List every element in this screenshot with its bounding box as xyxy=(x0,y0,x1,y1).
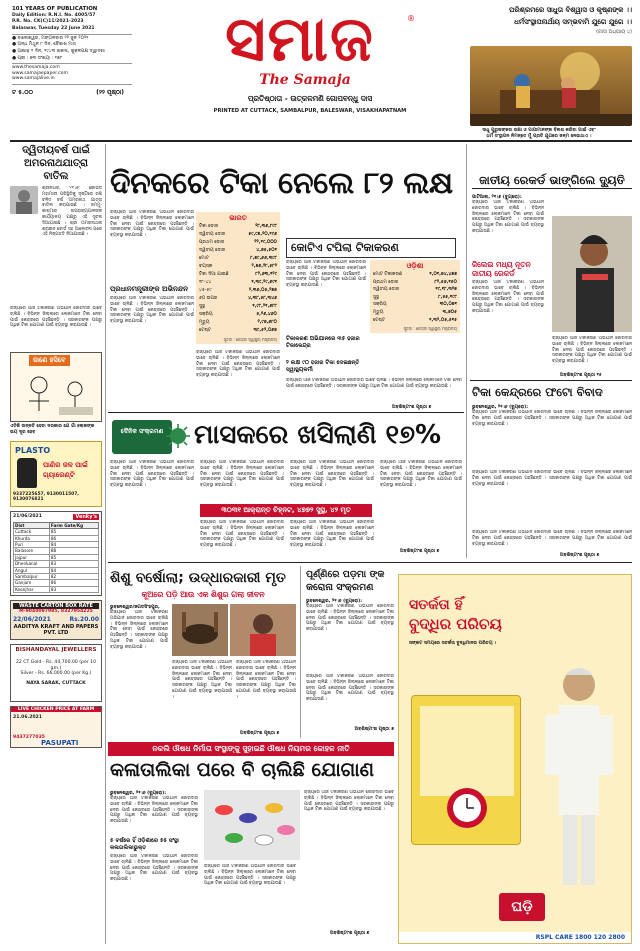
photo-dispute-para2: ରାଜ୍ୟରେ ଆଜି ଟିକାକରଣ ଅଭିଯାନ ଜୋରଦାର ଭାବେ ଚାଲିଛି । ବିଭିନ୍ନ ଜିଲ୍ଲାରେ ଲୋକମାନେ ଟିକା ନେବା ପାଇଁ କେନ୍ଦ୍ରରେ ପହଞ୍ଚିଛନ୍ତି । ସରକାରଙ୍କ ପକ୍ଷରୁ ଅଧିକ ଟିକା ଯୋଗାଣ ପାଇଁ ବ୍ୟବସ୍ଥା କରାଯାଉଛି । xyxy=(472,470,632,487)
bharat-row xyxy=(199,239,277,247)
chicken-title: LIVE CHICKEN PRICE AT FARM xyxy=(11,707,101,712)
masthead-logo xyxy=(185,4,435,124)
cartoon-drawing xyxy=(15,367,99,419)
well-photo xyxy=(172,604,228,656)
bharat-row-value: ୩୯,୫୨,୦୬୭ xyxy=(253,328,277,333)
bharat-row-label: ୬୦ ଉପର xyxy=(199,296,218,301)
vaccine-para1: ରାଜ୍ୟରେ ଆଜି ଟିକାକରଣ ଅଭିଯାନ ଜୋରଦାର ଭାବେ ଚାଲିଛି । ବିଭିନ୍ନ ଜିଲ୍ଲାରେ ଲୋକମାନେ ଟିକା ନେବା ପାଇଁ କେନ୍ଦ୍ରରେ ପହଞ୍ଚିଛନ୍ତି । ସରକାରଙ୍କ ପକ୍ଷରୁ ଅଧିକ ଟିକା ଯୋଗାଣ ପାଇଁ ବ୍ୟବସ୍ଥା କରାଯାଉଛି । xyxy=(110,210,194,239)
founder-line: ପ୍ରତିଷ୍ଠାତା - ଉତ୍କଳମଣି ଗୋପବନ୍ଧୁ ଦାସ xyxy=(247,94,373,103)
bharat-row-value: ୨୨,୧୯,୦୦୦ xyxy=(254,240,277,245)
waste-carton-ad xyxy=(10,600,102,640)
dyuti-photo xyxy=(552,216,632,332)
bharat-row-label: ଟିକା ଡୋଜ xyxy=(199,224,219,229)
price: ଟ ୫.୦୦ xyxy=(12,88,33,96)
market-table xyxy=(13,522,99,593)
jewel-addr: NAYA SARAK, CUTTACK xyxy=(26,680,86,686)
child-headline: ଶିଶୁ ବର୍ଷୋଲା; ଉଦ୍ଧାରକାରୀ ମୃତ xyxy=(110,570,286,586)
bharat-data-box xyxy=(196,212,280,344)
bharat-row-value: ୨,୭୬,୨୮,୫୮୨ xyxy=(251,264,277,269)
vaccine-story-text xyxy=(110,210,194,406)
market-cell: 86 xyxy=(49,535,98,541)
ghadi-brand: ଘଡ଼ି xyxy=(499,893,545,921)
market-cell: Keonjhar xyxy=(14,586,50,592)
website-link[interactable]: www.thesamaja.com xyxy=(12,65,60,71)
odisha-row xyxy=(373,271,457,279)
bharat-row xyxy=(199,303,277,311)
bharat-row xyxy=(199,327,277,335)
bharat-row-label: ପ୍ରଥମ ଡୋଜ xyxy=(199,240,225,245)
daily-edition: Daily Edition: R.N.I. No. 4005/57 xyxy=(12,13,96,18)
website-link[interactable]: www.samajaepaper.com xyxy=(12,70,68,76)
child-para1: ରାଜ୍ୟରେ ଆଜି ଟିକାକରଣ ଅଭିଯାନ ଜୋରଦାର ଭାବେ ଚାଲିଛି । ବିଭିନ୍ନ ଜିଲ୍ଲାରେ ଲୋକମାନେ ଟିକା ନେବା ପାଇଁ କେନ୍ଦ୍ରରେ ପହଞ୍ଚିଛନ୍ତି । ସରକାରଙ୍କ ପକ୍ଷରୁ ଅଧିକ ଟିକା ଯୋଗାଣ ପାଇଁ ବ୍ୟବସ୍ଥା କରାଯାଉଛି । xyxy=(110,610,168,650)
bharat-row-value: ୧,୯୮,୨୧,୬୮୮ xyxy=(252,304,277,309)
market-cell: Sambalpur xyxy=(14,574,50,580)
mask-para1: ରାଜ୍ୟରେ ଆଜି ଟିକାକରଣ ଅଭିଯାନ ଜୋରଦାର ଭାବେ ଚାଲିଛି । ବିଭିନ୍ନ ଜିଲ୍ଲାରେ ଲୋକମାନେ ଟିକା ନେବା ପାଇଁ କେନ୍ଦ୍ରରେ ପହଞ୍ଚିଛନ୍ତି । ସରକାରଙ୍କ ପକ୍ଷରୁ ଅଧିକ ଟିକା ଯୋଗାଣ ପାଇଁ ବ୍ୟବସ୍ଥା କରାଯାଉଛି । xyxy=(110,460,194,489)
daily-tag-text: ଦୈନିକ ସଂକ୍ରମଣ xyxy=(120,428,164,435)
caption-line1: ସାଧୁ ପୁରୁଷଙ୍କର ରକ୍ଷା ଓ ପାପୀମାନଙ୍କ ବିନାଶ କରିବା ପାଇଁ ଏବଂ xyxy=(482,128,596,133)
market-cell: 83 xyxy=(49,561,98,567)
bharat-row-value: ୨,୩୬,୦୫,୨୭୭ xyxy=(248,288,277,293)
market-cell: Ganjam xyxy=(14,580,50,586)
vaccine-para2: ରାଜ୍ୟରେ ଆଜି ଟିକାକରଣ ଅଭିଯାନ ଜୋରଦାର ଭାବେ ଚାଲିଛି । ବିଭିନ୍ନ ଜିଲ୍ଲାରେ ଲୋକମାନେ ଟିକା ନେବା ପାଇଁ କେନ୍ଦ୍ରରେ ପହଞ୍ଚିଛନ୍ତି । ସରକାରଙ୍କ ପକ୍ଷରୁ ଅଧିକ ଟିକା ଯୋଗାଣ ପାଇଁ ବ୍ୟବସ୍ଥା କରାଯାଉଛି । xyxy=(110,296,194,325)
bharat-row-value: ୨୮,୩୬,୮୯୮ xyxy=(255,224,277,229)
market-row xyxy=(14,586,99,592)
bharat-row xyxy=(199,263,277,271)
photo-dispute-continue[interactable]: ଅବଶିଷ୍ଟାଂଶ ପୃଷ୍ଠା ୭ xyxy=(560,553,600,558)
market-cell: 88 xyxy=(49,548,98,554)
chicken-brand: PASUPATI xyxy=(41,739,79,748)
dyuti-para2: ରାଜ୍ୟରେ ଆଜି ଟିକାକରଣ ଅଭିଯାନ ଜୋରଦାର ଭାବେ ଚାଲିଛି । ବିଭିନ୍ନ ଜିଲ୍ଲାରେ ଲୋକମାନେ ଟିକା ନେବା ପାଇଁ କେନ୍ଦ୍ରରେ ପହଞ୍ଚିଛନ୍ତି । ସରକାରଙ୍କ ପକ୍ଷରୁ ଅଧିକ ଟିକା ଯୋଗାଣ ପାଇଁ ବ୍ୟବସ୍ଥା କରାଯାଉଛି । xyxy=(472,280,544,314)
fungus-dateline: ଭୁବନେଶ୍ୱର, ୨୧।୬ (ବ୍ୟୁରୋ): xyxy=(306,599,363,604)
amarnath-text: ଶ୍ରୀନଗର, ୨୧।୬: କୋଭିଡ ମହାମାରୀ ପରିସ୍ଥିତିକୁ ଦୃଷ୍ଟିରେ ରଖି ଚଳିତ ବର୍ଷ ଅମରନାଥ ଯାତ୍ରା ବାତିଲ କରାଯାଇଛି । ଜମ୍ମୁ-କାଶ୍ମୀର ଉପରାଜ୍ୟପାଳଙ୍କ କାର୍ଯ୍ୟାଳୟ ପକ୍ଷରୁ ଏହି ସୂଚନା ଦିଆଯାଇଛି । ଶ୍ରୀ ଅମରନାଥଜୀ ଶ୍ରାଇନ ବୋର୍ଡ ସହ ଆଲୋଚନା ପରେ ଏହି ନିଷ୍ପତ୍ତି ନିଆଯାଇଛି । xyxy=(42,186,102,238)
quote-line2: ଧର୍ମସଂସ୍ଥାପନାର୍ଥାୟ ସମ୍ଭବାମି ଯୁଗେ ଯୁଗେ ।। xyxy=(514,18,632,26)
mask-strip: ୩୦୩୧ ଆକ୍ରାନ୍ତ ଚିହ୍ନଟ, ୪୭୭୨ ସୁସ୍ଥ, ୪୨ ମୃତ xyxy=(200,504,372,517)
bottom-para1: ରାଜ୍ୟରେ ଆଜି ଟିକାକରଣ ଅଭିଯାନ ଜୋରଦାର ଭାବେ ଚାଲିଛି । ବିଭିନ୍ନ ଜିଲ୍ଲାରେ ଲୋକମାନେ ଟିକା ନେବା ପାଇଁ କେନ୍ଦ୍ରରେ ପହଞ୍ଚିଛନ୍ତି । ସରକାରଙ୍କ ପକ୍ଷରୁ ଅଧିକ ଟିକା ଯୋଗାଣ ପାଇଁ ବ୍ୟବସ୍ଥା କରାଯାଉଛି । xyxy=(110,796,198,825)
odia-date-line: ● ବାଲେଶ୍ୱର, ମଙ୍ଗଳବାର ୨୨ ଜୁନ ୨୦୨୧ xyxy=(12,35,89,41)
bharat-row xyxy=(199,295,277,303)
bharat-row-value: ୫୯,୯୭,୨୦,୧୯୬ xyxy=(248,232,277,237)
market-cell: 85 xyxy=(49,554,98,560)
title-odia: ସମାଜ xyxy=(225,2,375,75)
bharat-row-label: ମୋଟ xyxy=(199,256,209,261)
krishna-illustration xyxy=(470,46,632,126)
ghadi-ad[interactable] xyxy=(398,574,632,944)
market-col-header: Farm Gate/Kg xyxy=(49,523,98,529)
market-col-header: Dist xyxy=(14,523,50,529)
odisha-row-label: ଟେଷ୍ଟ xyxy=(373,317,386,323)
bottom-subhead: ୫ ବର୍ଷରେ ହିଁ ଓଡ଼ିଶାରେ ୫୫ ସଂସ୍ଥା କଳାତାଲିକାଭୁକ୍ତ xyxy=(110,838,179,851)
dyuti-para1: ରାଜ୍ୟରେ ଆଜି ଟିକାକରଣ ଅଭିଯାନ ଜୋରଦାର ଭାବେ ଚାଲିଛି । ବିଭିନ୍ନ ଜିଲ୍ଲାରେ ଲୋକମାନେ ଟିକା ନେବା ପାଇଁ କେନ୍ଦ୍ରରେ ପହଞ୍ଚିଛନ୍ତି । ସରକାରଙ୍କ ପକ୍ଷରୁ ଅଧିକ ଟିକା ଯୋଗାଣ ପାଇଁ ବ୍ୟବସ୍ଥା କରାଯାଉଛି । xyxy=(472,200,544,234)
odisha-row-label: ପ୍ରଥମ ଡୋଜ xyxy=(373,279,399,285)
odisha-row-value: ୧୯,୧୮,୩୨୭ xyxy=(435,287,457,293)
odia-date-line: ● ଆଷାଢ଼ ୧ ଦିନ, ୧୯୪୩ ଶକାବ୍ଦ, ଶୁକ୍ଳପକ୍ଷ ଦ୍ୱାଦଶୀ xyxy=(12,48,105,54)
waste-rate: Rs.20.00 xyxy=(69,615,99,623)
vaccine-bottom-text2: ରାଜ୍ୟରେ ଆଜି ଟିକାକରଣ ଅଭିଯାନ ଜୋରଦାର ଭାବେ ଚାଲିଛି । ବିଭିନ୍ନ ଜିଲ୍ଲାରେ ଲୋକମାନେ ଟିକା ନେବା ପାଇଁ କେନ୍ଦ୍ରରେ ପହଞ୍ଚିଛନ୍ତି । ସରକାରଙ୍କ ପକ୍ଷରୁ ଅଧିକ ଟିକା ଯୋଗାଣ ପାଇଁ ବ୍ୟବସ୍ଥା କରାଯାଉଛି । xyxy=(286,378,462,389)
amitabh-figure xyxy=(529,655,629,895)
bharat-row-label: ଟେଷ୍ଟ xyxy=(199,328,212,333)
left-column xyxy=(10,144,102,944)
bottom-continue[interactable]: ଅବଶିଷ୍ଟାଂଶ ପୃଷ୍ଠା ୭ xyxy=(330,931,370,936)
market-cell: Puri xyxy=(14,542,50,548)
bharat-row xyxy=(199,223,277,231)
amarnath-photo xyxy=(10,186,38,214)
fungus-para1: ରାଜ୍ୟରେ ଆଜି ଟିକାକରଣ ଅଭିଯାନ ଜୋରଦାର ଭାବେ ଚାଲିଛି । ବିଭିନ୍ନ ଜିଲ୍ଲାରେ ଲୋକମାନେ ଟିକା ନେବା ପାଇଁ କେନ୍ଦ୍ରରେ ପହଞ୍ଚିଛନ୍ତି । ସରକାରଙ୍କ ପକ୍ଷରୁ ଅଧିକ ଟିକା ଯୋଗାଣ ପାଇଁ ବ୍ୟବସ୍ଥା କରାଯାଉଛି । xyxy=(306,604,394,633)
odia-date-line: ● ପ୍ରୀ : ୭୩ ସଂଖ୍ୟା : ୧୭୮ xyxy=(12,55,63,61)
main-headline: ଦିନକରେ ଟିକା ନେଲେ ୮୨ ଲକ୍ଷ xyxy=(110,166,453,201)
mask-para4: ରାଜ୍ୟରେ ଆଜି ଟିକାକରଣ ଅଭିଯାନ ଜୋରଦାର ଭାବେ ଚାଲିଛି । ବିଭିନ୍ନ ଜିଲ୍ଲାରେ ଲୋକମାନେ ଟିକା ନେବା ପାଇଁ କେନ୍ଦ୍ରରେ ପହଞ୍ଚିଛନ୍ତି । ସରକାରଙ୍କ ପକ୍ଷରୁ ଅଧିକ ଟିକା ଯୋଗାଣ ପାଇଁ ବ୍ୟବସ୍ଥା କରାଯାଉଛି । xyxy=(290,460,374,489)
top-right-caption xyxy=(444,128,634,139)
bharat-row xyxy=(199,255,277,263)
market-cell: Khurda xyxy=(14,535,50,541)
ghadi-pack xyxy=(411,695,521,845)
plasto-text: ପାଣିର ଜଳ ପାଇଁ ଗ୍ୟାରେଣ୍ଟି xyxy=(43,461,88,480)
pills-photo xyxy=(204,790,300,860)
bharat-row-label: ୧୮-୪୪ xyxy=(199,280,212,285)
bharat-rows xyxy=(199,223,277,335)
amarnath-headline: ଦ୍ୱିତୀୟବର୍ଷ ପାଇଁ ଅମରନାଥଯାତ୍ରା ବାତିଲ xyxy=(22,145,90,182)
bharat-row-value: ୪,୩୮,୫୮,୩୪୬ xyxy=(248,296,277,301)
bharat-row-label: ସକ୍ରିୟ xyxy=(199,312,213,317)
covid-daily-tag xyxy=(112,420,172,454)
bharat-row-value: ୨,୯୭,୬୮୦ xyxy=(257,320,277,325)
vaccine-continue[interactable]: ଅବଶିଷ୍ଟାଂଶ ପୃଷ୍ଠା ୭ xyxy=(392,405,432,410)
ghadi-body: ସଙ୍କଟ ସମୟରେ ସତର୍କତା ବୁଦ୍ଧିମାନର ପରିଚୟ । xyxy=(409,641,497,646)
jewel-silver: Silver - Rs. 66,000.00 (per Kg.) xyxy=(20,671,92,677)
market-cell: 84 xyxy=(49,542,98,548)
registered-mark: ® xyxy=(407,14,415,23)
bharat-row-label: ଟିକା ଦିଆ ଯାଇଛି xyxy=(199,272,229,277)
mask-continue[interactable]: ଅବଶିଷ୍ଟାଂଶ ପୃଷ୍ଠା ୭ xyxy=(400,549,440,554)
dyuti-dateline: ପାଟିଆଲା, ୨୧।୬ (ବ୍ୟୁରୋ): xyxy=(472,195,522,200)
amarnath-text-cont: ରାଜ୍ୟରେ ଆଜି ଟିକାକରଣ ଅଭିଯାନ ଜୋରଦାର ଭାବେ ଚାଲିଛି । ବିଭିନ୍ନ ଜିଲ୍ଲାରେ ଲୋକମାନେ ଟିକା ନେବା ପାଇଁ କେନ୍ଦ୍ରରେ ପହଞ୍ଚିଛନ୍ତି । ସରକାରଙ୍କ ପକ୍ଷରୁ ଅଧିକ ଟିକା ଯୋଗାଣ ପାଇଁ ବ୍ୟବସ୍ଥା କରାଯାଉଛି । xyxy=(10,306,102,329)
page-count: (୨୨ ପୃଷ୍ଠା) xyxy=(96,88,124,96)
ghadi-headline1: ସତର୍କତା ହିଁ xyxy=(409,597,463,613)
plasto-brand: PLASTO xyxy=(15,446,51,456)
bottom-story-body xyxy=(110,790,394,944)
market-cell: 84 xyxy=(49,567,98,573)
bharat-row xyxy=(199,279,277,287)
child-subhead: କୂଅରେ ପଡ଼ି ଆଉ ଏକ ଶିଶୁର ଗଲା ଜୀବନ xyxy=(141,590,265,599)
fungus-headline: ପୂର୍ଣ୍ଣିରେ ପଡ଼ମା ଙ୍କ କରୋନା ସଂକ୍ରମଣ xyxy=(306,569,385,593)
fungus-para2: ରାଜ୍ୟରେ ଆଜି ଟିକାକରଣ ଅଭିଯାନ ଜୋରଦାର ଭାବେ ଚାଲିଛି । ବିଭିନ୍ନ ଜିଲ୍ଲାରେ ଲୋକମାନେ ଟିକା ନେବା ପାଇଁ କେନ୍ଦ୍ରରେ ପହଞ୍ଚିଛନ୍ତି । ସରକାରଙ୍କ ପକ୍ଷରୁ ଅଧିକ ଟିକା ଯୋଗାଣ ପାଇଁ ବ୍ୟବସ୍ଥା କରାଯାଉଛି । xyxy=(306,674,394,703)
plasto-ad xyxy=(10,441,102,507)
years-of-publication: 101 YEARS OF PUBLICATION xyxy=(12,6,98,12)
odisha-row-value: ୮୨,୫୬,୧୫୦ xyxy=(434,279,457,285)
masthead-left-info xyxy=(12,6,132,97)
bharat-row xyxy=(199,311,277,319)
bharat-row-value: ୧,୩୯,୨୯,୬୯୧ xyxy=(251,280,277,285)
market-cell: Cuttack xyxy=(14,529,50,535)
odisha-row-value: ୩୦,୦୭୧ xyxy=(439,302,457,308)
bharat-row-label: ୪୫-୫୯ xyxy=(199,288,212,293)
vaccine-subheadline: କୋଟିଏ ଟପିଲା ଟିକାକରଣ xyxy=(286,238,456,258)
odisha-row xyxy=(373,309,457,317)
bharat-row-value: ୫,୨୬,୪୬୦ xyxy=(256,312,277,317)
mask-para6: ରାଜ୍ୟରେ ଆଜି ଟିକାକରଣ ଅଭିଯାନ ଜୋରଦାର ଭାବେ ଚାଲିଛି । ବିଭିନ୍ନ ଜିଲ୍ଲାରେ ଲୋକମାନେ ଟିକା ନେବା ପାଇଁ କେନ୍ଦ୍ରରେ ପହଞ୍ଚିଛନ୍ତି । ସରକାରଙ୍କ ପକ୍ଷରୁ ଅଧିକ ଟିକା ଯୋଗାଣ ପାଇଁ ବ୍ୟବସ୍ଥା କରାଯାଉଛି । xyxy=(380,460,462,489)
mask-story-text xyxy=(110,460,462,560)
bharat-row-label: ମୃତ୍ୟୁ xyxy=(199,320,210,325)
mask-para5: ରାଜ୍ୟରେ ଆଜି ଟିକାକରଣ ଅଭିଯାନ ଜୋରଦାର ଭାବେ ଚାଲିଛି । ବିଭିନ୍ନ ଜିଲ୍ଲାରେ ଲୋକମାନେ ଟିକା ନେବା ପାଇଁ କେନ୍ଦ୍ରରେ ପହଞ୍ଚିଛନ୍ତି । ସରକାରଙ୍କ ପକ୍ଷରୁ ଅଧିକ ଟିକା ଯୋଗାଣ ପାଇଁ ବ୍ୟବସ୍ଥା କରାଯାଉଛି । xyxy=(290,520,374,549)
websites xyxy=(12,65,132,82)
odisha-row-label: ସକ୍ରିୟ xyxy=(373,302,387,308)
market-cell: Dhenkanal xyxy=(14,561,50,567)
photo-dispute-dateline: ଭୁବନେଶ୍ୱର, ୨୧।୬ (ବ୍ୟୁରୋ): xyxy=(472,405,529,410)
bharat-row-value: ୮୨,୬୩,୧୨୯ xyxy=(255,272,277,277)
cartoon-title: ଜାଣେ ହସିବେ xyxy=(29,355,70,366)
child-photo xyxy=(230,604,296,656)
mask-headline: ମାସକରେ ଖସିଲାଣି ୧୭% xyxy=(194,420,442,450)
market-brand: Venky's xyxy=(75,514,97,521)
market-cell: 83 xyxy=(49,586,98,592)
bottom-dateline: ଭୁବନେଶ୍ୱର, ୨୧।୬ (ବ୍ୟୁରୋ): xyxy=(110,791,167,796)
bharat-row-label: ଦ୍ୱିତୀୟ ଡୋଜ xyxy=(199,248,226,253)
title-english: The Samaja xyxy=(259,72,351,88)
photo-dispute-para1: ରାଜ୍ୟରେ ଆଜି ଟିକାକରଣ ଅଭିଯାନ ଜୋରଦାର ଭାବେ ଚାଲିଛି । ବିଭିନ୍ନ ଜିଲ୍ଲାରେ ଲୋକମାନେ ଟିକା ନେବା ପାଇଁ କେନ୍ଦ୍ରରେ ପହଞ୍ଚିଛନ୍ତି । ସରକାରଙ୍କ ପକ୍ଷରୁ ଅଧିକ ଟିକା ଯୋଗାଣ ପାଇଁ ବ୍ୟବସ୍ଥା କରାଯାଉଛି । xyxy=(472,410,632,427)
dyuti-subhead2: ଜିଲେଇ ମଧ୍ୟ ନୂତନ ଜାତୀୟ ରେକର୍ଡ xyxy=(472,260,531,278)
dyuti-para3: ରାଜ୍ୟରେ ଆଜି ଟିକାକରଣ ଅଭିଯାନ ଜୋରଦାର ଭାବେ ଚାଲିଛି । ବିଭିନ୍ନ ଜିଲ୍ଲାରେ ଲୋକମାନେ ଟିକା ନେବା ପାଇଁ କେନ୍ଦ୍ରରେ ପହଞ୍ଚିଛନ୍ତି । ସରକାରଙ୍କ ପକ୍ଷରୁ ଅଧିକ ଟିକା ଯୋଗାଣ ପାଇଁ ବ୍ୟବସ୍ଥା କରାଯାଉଛି । xyxy=(552,336,632,365)
market-cell: 85 xyxy=(49,529,98,535)
market-cell: Balasore xyxy=(14,548,50,554)
odisha-row xyxy=(373,286,457,294)
odia-date-line: ● ଅନ୍ଧ ମିଥୁନ ୮ ଦିନ, ବୈଶାଖ ମାସ xyxy=(12,42,76,48)
waste-date: 22/06/2021 xyxy=(13,615,51,623)
top-right-quote xyxy=(444,6,632,35)
jewel-name: BISHANDAYAL JEWELLERS xyxy=(15,647,97,654)
bharat-row-value: ୪,୭୫,୫୦୧ xyxy=(256,248,277,253)
odisha-row xyxy=(373,301,457,309)
chicken-date: 21.06.2021 xyxy=(13,715,43,721)
child-dateline: ଭୁବନେଶ୍ୱର/ଜଗତସିଂହପୁର, xyxy=(110,605,160,610)
mask-para2: ରାଜ୍ୟରେ ଆଜି ଟିକାକରଣ ଅଭିଯାନ ଜୋରଦାର ଭାବେ ଚାଲିଛି । ବିଭିନ୍ନ ଜିଲ୍ଲାରେ ଲୋକମାନେ ଟିକା ନେବା ପାଇଁ କେନ୍ଦ୍ରରେ ପହଞ୍ଚିଛନ୍ତି । ସରକାରଙ୍କ ପକ୍ଷରୁ ଅଧିକ ଟିକା ଯୋଗାଣ ପାଇଁ ବ୍ୟବସ୍ଥା କରାଯାଉଛି । xyxy=(200,460,284,489)
odisha-row xyxy=(373,294,457,302)
chicken-phone: 9437277035 xyxy=(13,735,45,741)
virus-icon xyxy=(166,424,190,448)
photo-dispute-story xyxy=(472,404,632,554)
cartoon-box xyxy=(10,352,102,422)
bharat-row xyxy=(199,231,277,239)
child-continue[interactable]: ଅବଶିଷ୍ଟାଂଶ ପୃଷ୍ଠା ୭ xyxy=(240,731,280,736)
bharat-row-value: ୮,୭୯,୬୬,୩୯୮ xyxy=(250,256,277,261)
photo-dispute-headline: ଟିକା କେନ୍ଦ୍ରରେ ଫଟୋ ବିବାଦ xyxy=(472,385,603,399)
odisha-source: ସୂତ୍ର : କେନ୍ଦ୍ର ସ୍ୱାସ୍ଥ୍ୟ ମନ୍ତ୍ରାଳୟ xyxy=(403,326,457,332)
odisha-row-label: ସୁସ୍ଥ xyxy=(373,294,379,300)
odia-dates xyxy=(12,36,132,61)
mask-para3: ରାଜ୍ୟରେ ଆଜି ଟିକାକରଣ ଅଭିଯାନ ଜୋରଦାର ଭାବେ ଚାଲିଛି । ବିଭିନ୍ନ ଜିଲ୍ଲାରେ ଲୋକମାନେ ଟିକା ନେବା ପାଇଁ କେନ୍ଦ୍ରରେ ପହଞ୍ଚିଛନ୍ତି । ସରକାରଙ୍କ ପକ୍ଷରୁ ଅଧିକ ଟିକା ଯୋଗାଣ ପାଇଁ ବ୍ୟବସ୍ଥା କରାଯାଉଛି । xyxy=(200,520,284,549)
printed-at: PRINTED AT CUTTACK, SAMBALPUR, BALESWAR, VISAKHAPATNAM xyxy=(213,108,407,114)
quote-line1: ପରିଶ୍ରମରେ ସାଧୁତା ବିଶ୍ୱାସ ଓ କୃଷ୍ଣଙ୍କ ।। xyxy=(509,6,632,14)
odisha-row-value: ୧,୦୧,୭୪,୪୭୭ xyxy=(429,272,457,277)
dyuti-story xyxy=(472,194,632,370)
bottom-para4: ରାଜ୍ୟରେ ଆଜି ଟିକାକରଣ ଅଭିଯାନ ଜୋରଦାର ଭାବେ ଚାଲିଛି । ବିଭିନ୍ନ ଜିଲ୍ଲାରେ ଲୋକମାନେ ଟିକା ନେବା ପାଇଁ କେନ୍ଦ୍ରରେ ପହଞ୍ଚିଛନ୍ତି । ସରକାରଙ୍କ ପକ୍ଷରୁ ଅଧିକ ଟିକା ଯୋଗାଣ ପାଇଁ ବ୍ୟବସ୍ଥା କରାଯାଉଛି । xyxy=(304,790,394,813)
tank-icon xyxy=(17,458,37,488)
bharat-row xyxy=(199,247,277,255)
bottom-para3: ରାଜ୍ୟରେ ଆଜି ଟିକାକରଣ ଅଭିଯାନ ଜୋରଦାର ଭାବେ ଚାଲିଛି । ବିଭିନ୍ନ ଜିଲ୍ଲାରେ ଲୋକମାନେ ଟିକା ନେବା ପାଇଁ କେନ୍ଦ୍ରରେ ପହଞ୍ଚିଛନ୍ତି । ସରକାରଙ୍କ ପକ୍ଷରୁ ଅଧିକ ଟିକା ଯୋଗାଣ ପାଇଁ ବ୍ୟବସ୍ଥା କରାଯାଉଛି । xyxy=(204,864,296,887)
market-rate-box xyxy=(10,511,102,596)
jewellers-ad xyxy=(10,644,102,702)
fungus-continue[interactable]: ଅବଶିଷ୍ଟାଂଶ ପୃଷ୍ଠା ୭ xyxy=(354,727,394,732)
bharat-row xyxy=(199,319,277,327)
cartoon-caption: ଏତିକି ଉନ୍ନତି ହେବା ଦରକାର ଯେ ଗାଁ ଲୋକଙ୍କ ଭୟ ଦୂର ହେବ xyxy=(10,424,95,435)
market-cell: 82 xyxy=(49,574,98,580)
market-cell: 86 xyxy=(49,580,98,586)
market-date: 21/06/2021 xyxy=(13,514,42,520)
pm-title: ପ୍ରଧାନମନ୍ତ୍ରୀଙ୍କ ଅଭିନନ୍ଦନ xyxy=(110,285,188,293)
vaccine-bottom-text: ରାଜ୍ୟରେ ଆଜି ଟିକାକରଣ ଅଭିଯାନ ଜୋରଦାର ଭାବେ ଚାଲିଛି । ବିଭିନ୍ନ ଜିଲ୍ଲାରେ ଲୋକମାନେ ଟିକା ନେବା ପାଇଁ କେନ୍ଦ୍ରରେ ପହଞ୍ଚିଛନ୍ତି । ସରକାରଙ୍କ ପକ୍ଷରୁ ଅଧିକ ଟିକା ଯୋଗାଣ ପାଇଁ ବ୍ୟବସ୍ଥା କରାଯାଉଛି । xyxy=(196,350,280,379)
plasto-phones: 9337225657, 9130011507, 9130076821 xyxy=(13,492,79,503)
dyuti-continue[interactable]: ଅବଶିଷ୍ଟାଂଶ ପୃଷ୍ଠା ୧୫ xyxy=(560,373,602,378)
odisha-row-label: ମୃତ୍ୟୁ xyxy=(373,309,384,315)
bharat-row xyxy=(199,271,277,279)
waste-phones: M-9040097985, 8327954225 xyxy=(19,609,93,615)
odisha-row-label: ମୋଟ ଟିକାକରଣ xyxy=(373,272,403,277)
child-para2: ରାଜ୍ୟରେ ଆଜି ଟିକାକରଣ ଅଭିଯାନ ଜୋରଦାର ଭାବେ ଚାଲିଛି । ବିଭିନ୍ନ ଜିଲ୍ଲାରେ ଲୋକମାନେ ଟିକା ନେବା ପାଇଁ କେନ୍ଦ୍ରରେ ପହଞ୍ଚିଛନ୍ତି । ସରକାରଙ୍କ ପକ୍ଷରୁ ଅଧିକ ଟିକା ଯୋଗାଣ ପାଇଁ ବ୍ୟବସ୍ଥା କରାଯାଉଛି । xyxy=(172,660,232,700)
bharat-row-label: ଦ୍ୱିତୀୟ ଡୋଜ xyxy=(199,232,226,237)
dyuti-headline: ଜାତୀୟ ରେକର୍ଡ ଭାଙ୍ଗିଲେ ଦ୍ୟୁତି xyxy=(472,172,632,189)
postal-no: P.R. No. CK(C)11/2021-2023 xyxy=(12,18,84,24)
vaccine-side-title: ଟିକାକରଣ ଅଭିଯାନରେ ୩୫ ହଜାର ଟିକାକେନ୍ଦ୍ର xyxy=(286,336,360,349)
bharat-row-label: ସୁସ୍ଥ xyxy=(199,304,205,309)
website-link[interactable]: www.samajalive.in xyxy=(12,76,55,82)
bharat-row-label: ବୟସ୍କ xyxy=(199,264,213,269)
photo-dispute-para3: ରାଜ୍ୟରେ ଆଜି ଟିକାକରଣ ଅଭିଯାନ ଜୋରଦାର ଭାବେ ଚାଲିଛି । ବିଭିନ୍ନ ଜିଲ୍ଲାରେ ଲୋକମାନେ ଟିକା ନେବା ପାଇଁ କେନ୍ଦ୍ରରେ ପହଞ୍ଚିଛନ୍ତି । ସରକାରଙ୍କ ପକ୍ଷରୁ ଅଧିକ ଟିକା ଯୋଗାଣ ପାଇଁ ବ୍ୟବସ୍ଥା କରାଯାଉଛି । xyxy=(472,530,632,547)
vaccine-mid-para: ରାଜ୍ୟରେ ଆଜି ଟିକାକରଣ ଅଭିଯାନ ଜୋରଦାର ଭାବେ ଚାଲିଛି । ବିଭିନ୍ନ ଜିଲ୍ଲାରେ ଲୋକମାନେ ଟିକା ନେବା ପାଇଁ କେନ୍ଦ୍ରରେ ପହଞ୍ଚିଛନ୍ତି । ସରକାରଙ୍କ ପକ୍ଷରୁ ଅଧିକ ଟିକା ଯୋଗାଣ ପାଇଁ ବ୍ୟବସ୍ଥା କରାଯାଉଛି । xyxy=(286,260,366,289)
bharat-row xyxy=(199,287,277,295)
bharat-source: ସୂତ୍ର : କେନ୍ଦ୍ର ସ୍ୱାସ୍ଥ୍ୟ ମନ୍ତ୍ରାଳୟ xyxy=(223,337,277,342)
ghadi-footer: RSPL CARE 1800 120 2800 xyxy=(399,932,631,943)
child-para3: ରାଜ୍ୟରେ ଆଜି ଟିକାକରଣ ଅଭିଯାନ ଜୋରଦାର ଭାବେ ଚାଲିଛି । ବିଭିନ୍ନ ଜିଲ୍ଲାରେ ଲୋକମାନେ ଟିକା ନେବା ପାଇଁ କେନ୍ଦ୍ରରେ ପହଞ୍ଚିଛନ୍ତି । ସରକାରଙ୍କ ପକ୍ଷରୁ ଅଧିକ ଟିକା ଯୋଗାଣ ପାଇଁ ବ୍ୟବସ୍ଥା କରାଯାଉଛି । xyxy=(236,660,296,700)
odisha-data-box xyxy=(370,260,460,333)
bharat-title: ଭାରତ xyxy=(229,214,247,222)
jewel-gold: 22 CT Gold - Rs. 44,700.00 (per 10 gm.) xyxy=(16,660,96,671)
blacklist-headline: କଳାତାଲିକା ପରେ ବି ଚାଲିଛି ଯୋଗାଣ xyxy=(110,759,374,781)
odisha-row-value: ୧,୩୨,୦୫,୫୧୫ xyxy=(429,317,457,323)
odisha-row-value: ୩,୭୦୫ xyxy=(442,309,457,315)
odisha-row xyxy=(373,317,457,325)
bottom-para2: ରାଜ୍ୟରେ ଆଜି ଟିକାକରଣ ଅଭିଯାନ ଜୋରଦାର ଭାବେ ଚାଲିଛି । ବିଭିନ୍ନ ଜିଲ୍ଲାରେ ଲୋକମାନେ ଟିକା ନେବା ପାଇଁ କେନ୍ଦ୍ରରେ ପହଞ୍ଚିଛନ୍ତି । ସରକାରଙ୍କ ପକ୍ଷରୁ ଅଧିକ ଟିକା ଯୋଗାଣ ପାଇଁ ବ୍ୟବସ୍ଥା କରାଯାଉଛି । xyxy=(110,854,198,883)
odisha-rows xyxy=(373,271,457,324)
caption-line2: ଧର୍ମ ସଂସ୍ଥାପନ ନିମନ୍ତେ ମୁଁ ପ୍ରତି ଯୁଗରେ ଜନ୍ମ ନେଇଥାଏ । xyxy=(486,133,592,139)
odisha-row xyxy=(373,279,457,287)
fungus-story xyxy=(306,598,394,732)
chicken-price-ad xyxy=(10,706,102,748)
odisha-row-label: ଦ୍ୱିତୀୟ ଡୋଜ xyxy=(373,287,400,293)
waste-company: AADITYA KRAFT AND PAPERS PVT. LTD xyxy=(13,623,99,637)
quote-attr: (ଗୀତା ଅଧ୍ୟାୟ ୪) xyxy=(596,29,632,35)
vaccine-side-title2: ୨ ଲକ୍ଷ ୯୦ ହଜାର ଟିକା ଦେଇଛନ୍ତି ସ୍ୱାସ୍ଥ୍ୟକର୍ମୀ xyxy=(286,360,360,373)
vaccine-mid-text xyxy=(286,260,366,350)
fake-drug-banner: ନକଲି ଔଷଧ ନିର୍ମାତା ସଂସ୍ଥାଙ୍କୁ ସୁହାଇଛି ଔଷଧ ନିୟମର କୋହଳ ନୀତି xyxy=(108,742,394,756)
edition-line: Balaswar, Tuesday 22 June 2021 xyxy=(12,26,95,32)
market-cell: Jajpur xyxy=(14,554,50,560)
child-story-body xyxy=(110,604,296,738)
waste-title: WASTE CARTON BOX RATE xyxy=(13,603,99,609)
market-cell: Angul xyxy=(14,567,50,573)
odisha-title: ଓଡ଼ିଶା xyxy=(406,262,424,270)
ghadi-headline2: ବୁଦ୍ଧିର ପରିଚୟ xyxy=(409,615,502,633)
odisha-row-value: ୮,୫୫,୧୯୮ xyxy=(438,294,457,300)
